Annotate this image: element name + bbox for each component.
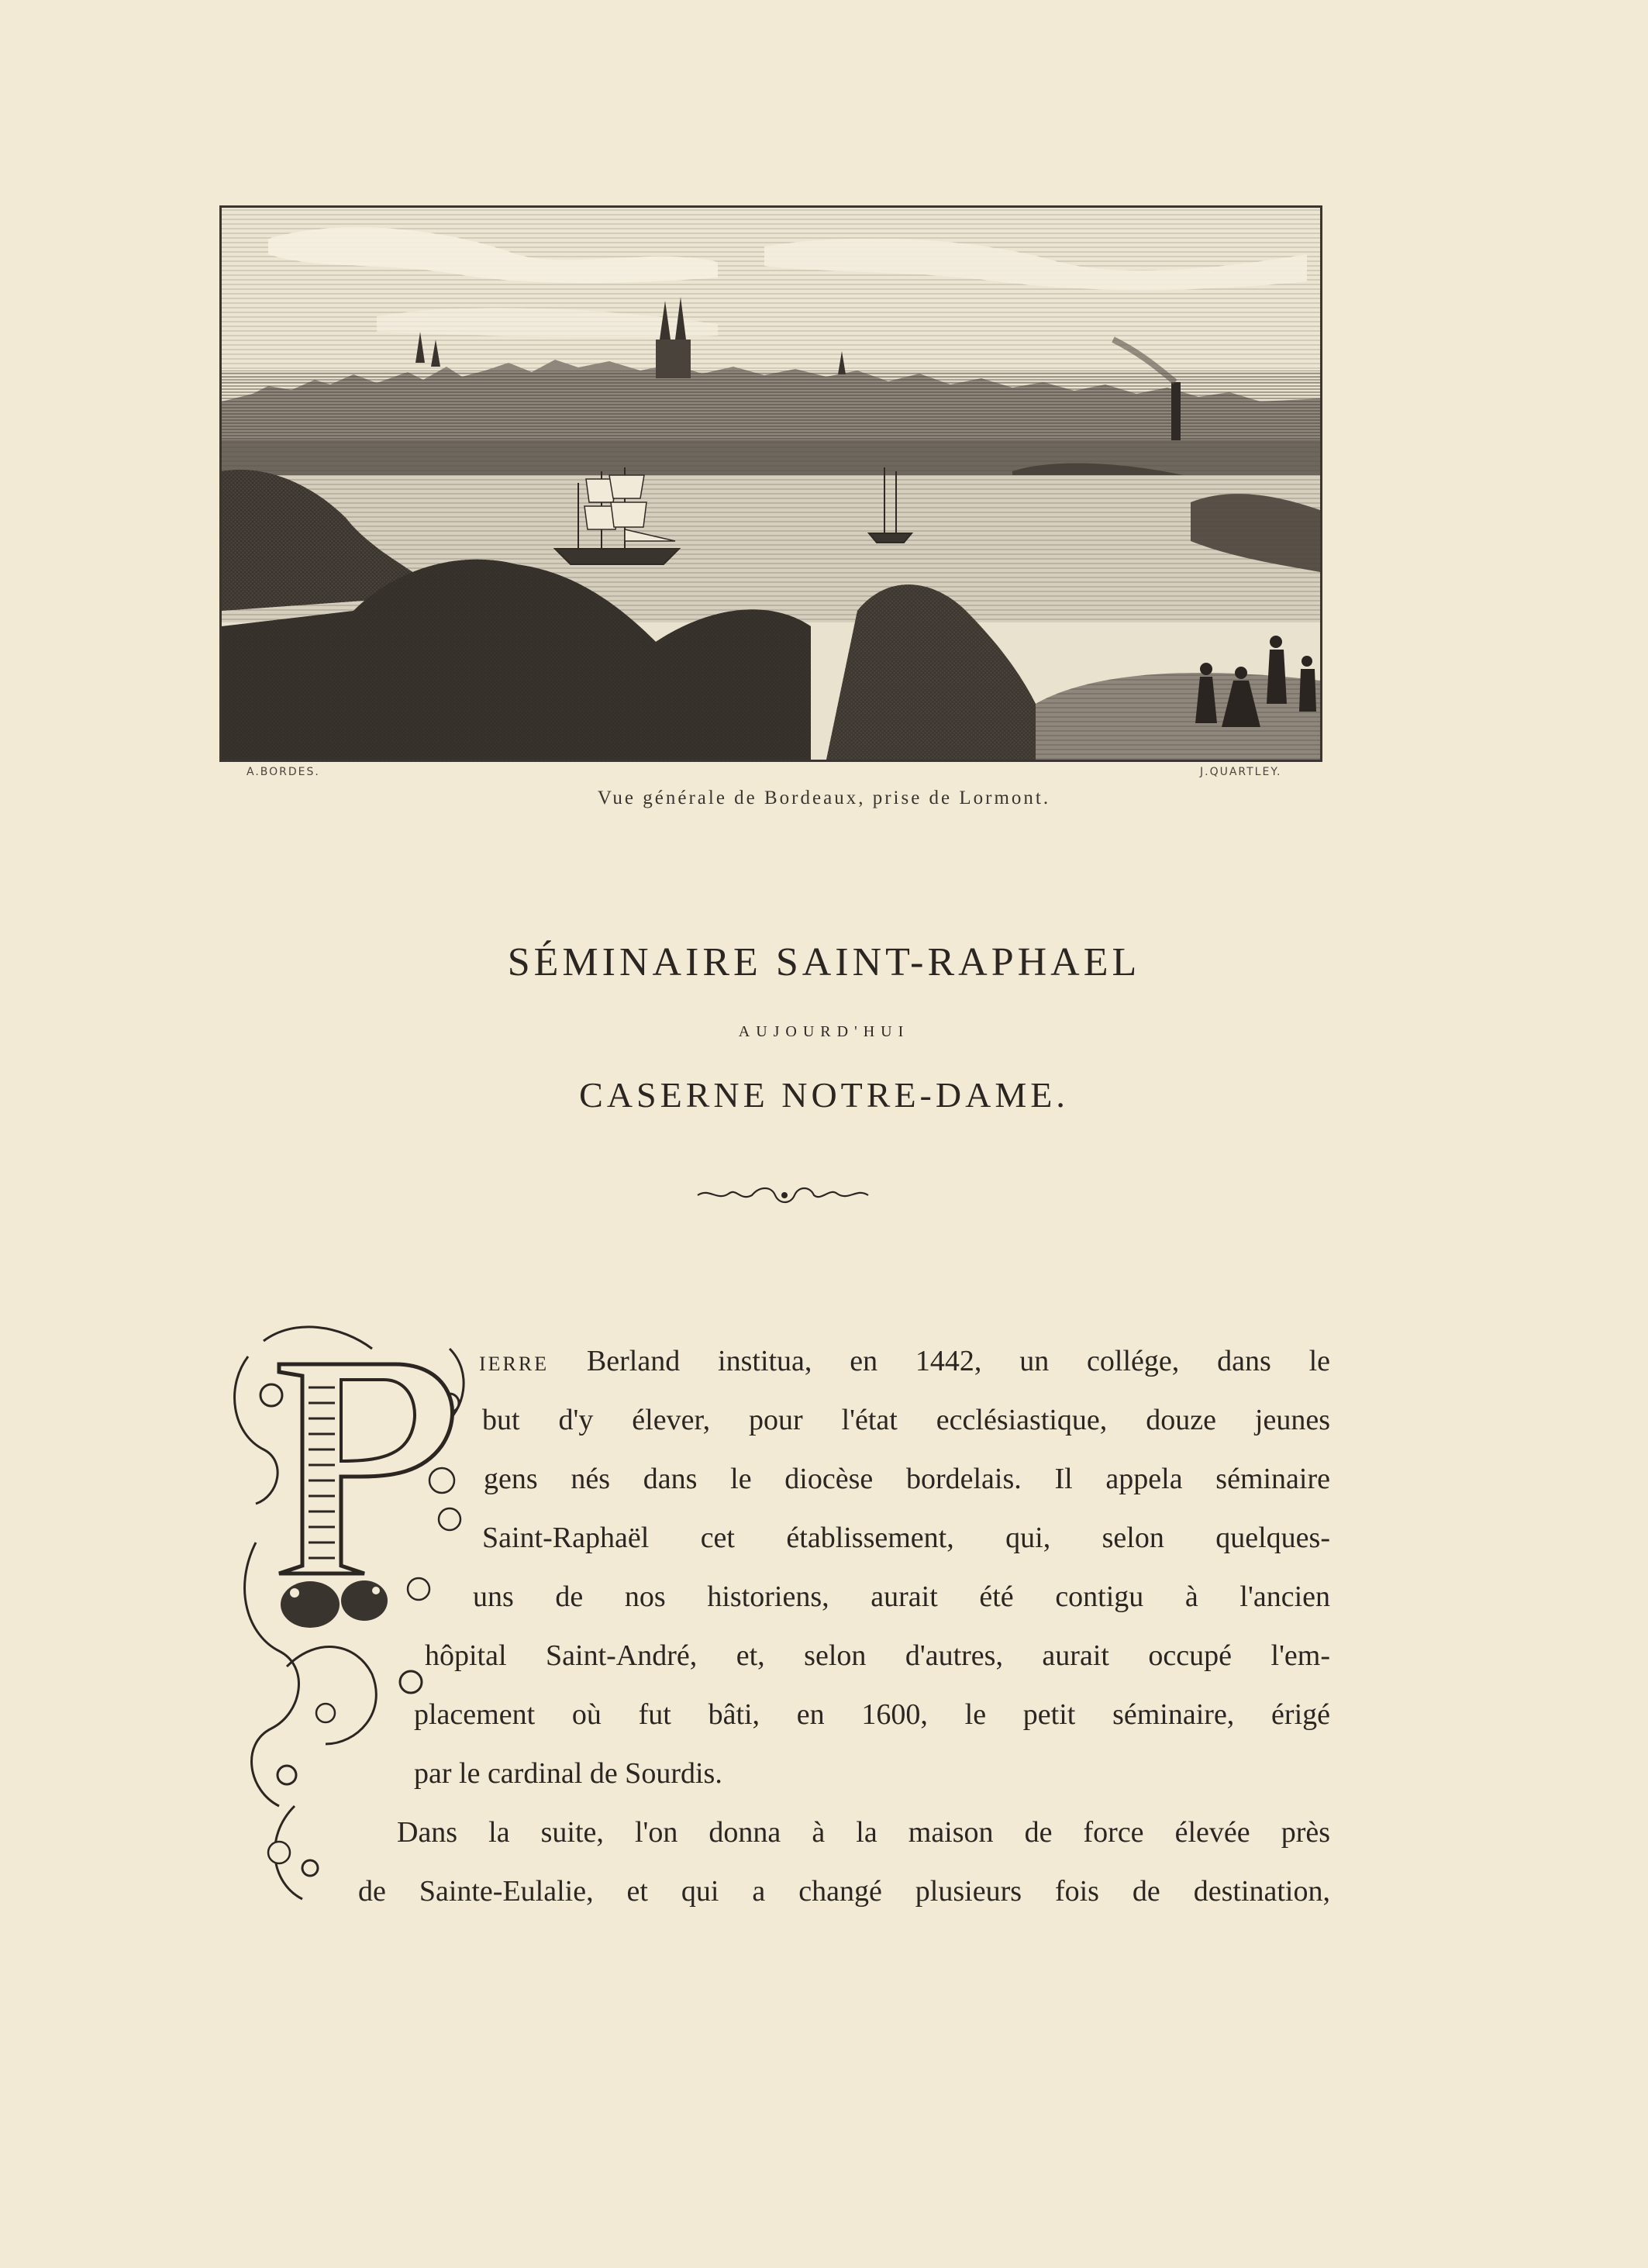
body-line-3: gens nés dans le diocèse bordelais. Il appela séminaire [484,1463,1330,1495]
body-line-6: hôpital Saint-André, et, selon d'autres, aurait occupé l'em- [425,1639,1330,1672]
illustration-caption: Vue générale de Bordeaux, prise de Lormont. [597,788,1051,808]
body-line-1-text: Berland institua, en 1442, un collége, dans le [549,1345,1330,1377]
first-word-smallcaps: IERRE [479,1353,550,1375]
engraving-illustration [222,208,1320,760]
chapter-subtitle: CASERNE NOTRE-DAME. [579,1075,1069,1115]
body-line-2: but d'y élever, pour l'état ecclésiastique, douze jeunes [482,1404,1330,1436]
body-line-9: Dans la suite, l'on donna à la maison de force élevée près [397,1816,1330,1849]
body-line-4: Saint-Raphaël cet établissement, qui, selon quelques- [482,1522,1330,1554]
engraving-view-of-bordeaux [219,205,1322,762]
body-line-10: de Sainte-Eulalie, et qui a changé plusieurs fois de destination, [358,1875,1330,1908]
chapter-connector: AUJOURD'HUI [738,1023,910,1040]
engraver-credit-left: A.BORDES. [247,766,320,778]
chapter-title: SÉMINAIRE SAINT-RAPHAEL [507,940,1141,984]
ornament-divider [694,1178,872,1209]
engraver-credit-right: J.QUARTLEY. [1200,766,1282,778]
body-line-1 [479,1344,1330,1378]
body-line-8: par le cardinal de Sourdis. [414,1757,722,1790]
body-line-5: uns de nos historiens, aurait été contigu à l'ancien [473,1580,1330,1613]
body-line-7: placement où fut bâti, en 1600, le petit séminaire, érigé [414,1698,1330,1731]
